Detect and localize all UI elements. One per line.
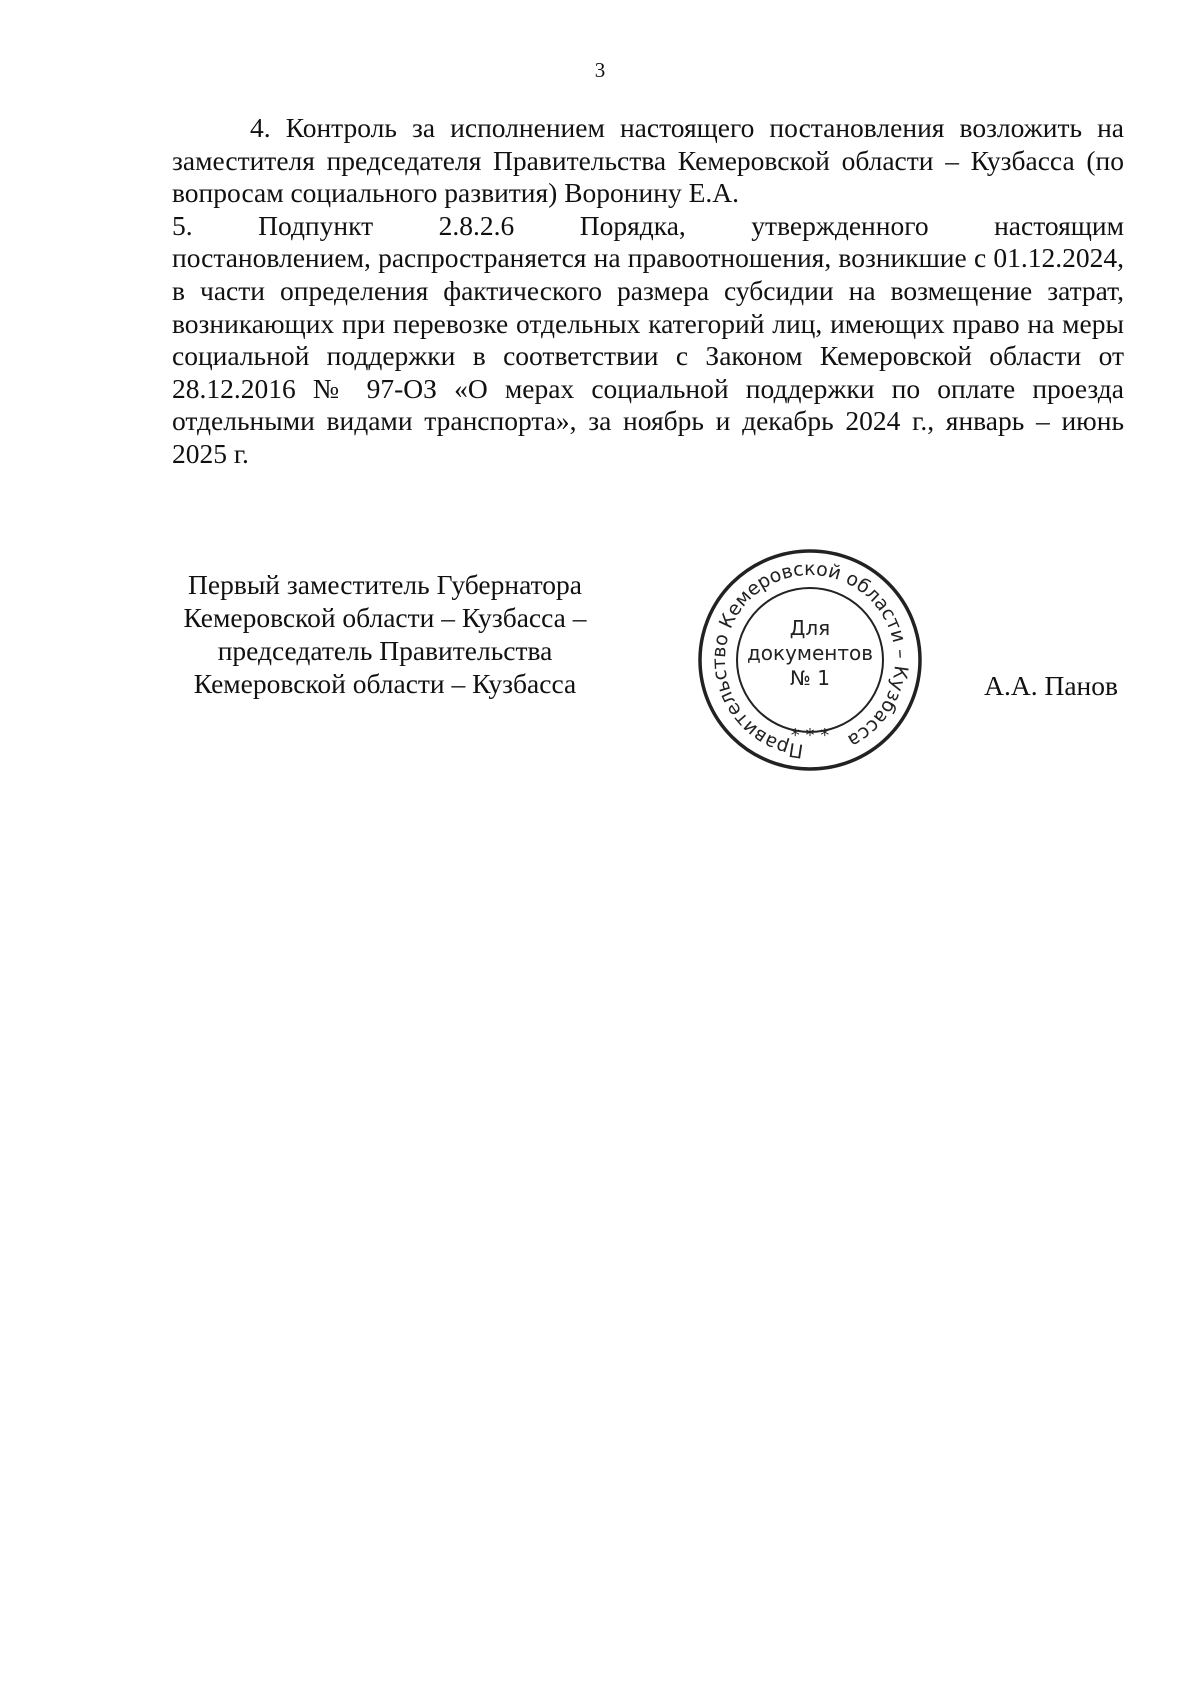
signer-position bbox=[155, 568, 615, 700]
official-seal bbox=[680, 545, 940, 775]
paragraph-4 bbox=[172, 112, 1124, 210]
signer-position-line: Кемеровской области – Кузбасса – bbox=[183, 602, 587, 633]
signer-name: А.А. Панов bbox=[984, 670, 1118, 701]
paragraph-5-text: постановлением, распространяется на правоотношения, возникшие с 01.12.2024, в части определения фактического размера субсидии на возмещение затрат, возникающих при перевозке отдельных категорий лиц, имеющих право на меры социальной поддержки в соответствии с Законом Кемеровской области от 28.12.2016 № 97-ОЗ «О мерах социальной поддержки по оплате проезда отдельными видами транспорта», за ноябрь и декабрь 2024 г., январь – июнь 2025 г. bbox=[172, 242, 1124, 469]
signer-position-line: Первый заместитель Губернатора bbox=[188, 569, 582, 600]
paragraph-5-word: утвержденного bbox=[751, 209, 929, 241]
paragraph-5-number: 5. bbox=[172, 209, 193, 241]
seal-stars: * * * bbox=[790, 725, 830, 746]
paragraph-4-text: Контроль за исполнением настоящего постановления возложить на заместителя председателя Правительства Кемеровской области – Кузбасса (по вопросам социального развития) Воронину Е.А. bbox=[172, 112, 1125, 209]
signer-position-line: председатель Правительства bbox=[217, 635, 553, 666]
paragraph-5-first-line bbox=[172, 210, 1124, 243]
paragraph-5-word: Порядка, bbox=[579, 209, 686, 241]
seal-center-line: Для bbox=[789, 616, 831, 640]
seal-ring-text: Правительство Кемеровской области – Кузбасса bbox=[707, 557, 913, 762]
document-body bbox=[172, 112, 1124, 471]
page-number: 3 bbox=[594, 58, 606, 82]
seal-center-line: № 1 bbox=[790, 666, 830, 690]
signer-position-line: Кемеровской области – Кузбасса bbox=[193, 668, 577, 699]
paragraph-5-word: настоящим bbox=[994, 209, 1125, 241]
paragraph-4-number: 4. bbox=[250, 112, 271, 143]
paragraph-5-word: 2.8.2.6 bbox=[438, 209, 515, 241]
paragraph-5-word: Подпункт bbox=[258, 209, 374, 241]
seal-center-line: документов bbox=[746, 641, 874, 665]
